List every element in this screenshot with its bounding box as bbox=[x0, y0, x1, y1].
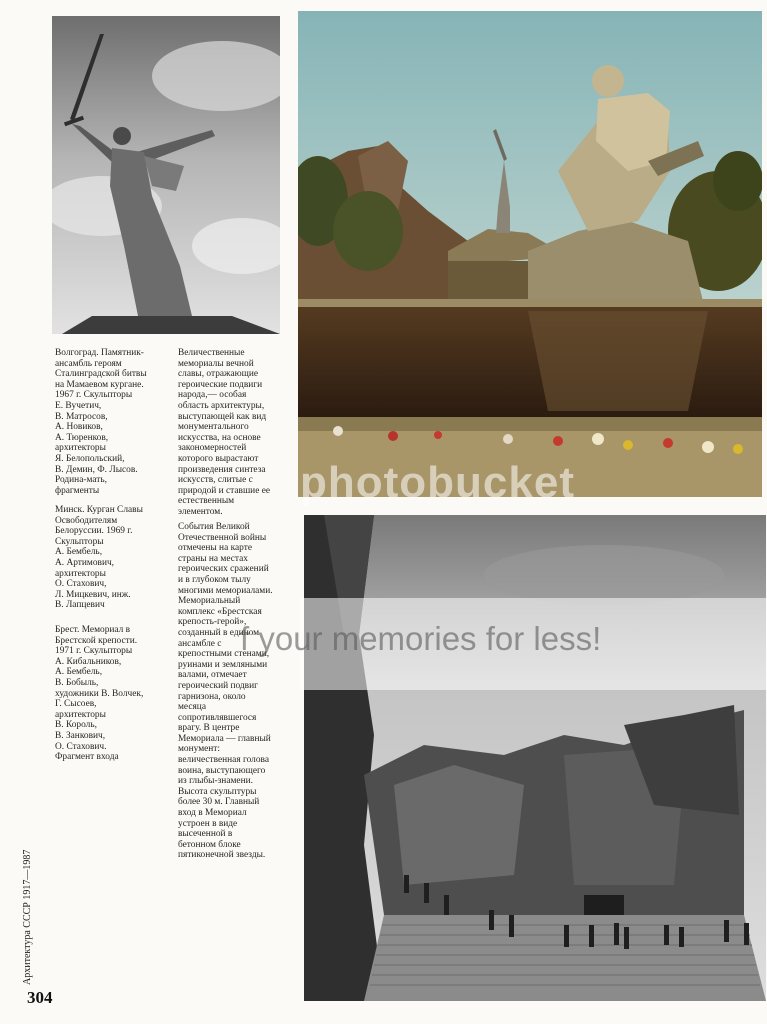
caption-brest: Брест. Мемориал в Брестской крепости. 1971 г. Скульпторы А. Кибальников, А. Бембель, В. Бобыль, художники В. Волчек, Г. Сысоев, архитекторы В. Король, В. Занкович, О. Стахович. Фрагмент входа bbox=[55, 625, 144, 763]
photo-brest-memorial bbox=[304, 515, 766, 1001]
caption-volgograd: Волгоград. Памятник- ансамбль героям Сталинградской битвы на Мамаевом кургане. 1967 г. Скульпторы Е. Вучетич, В. Матросов, А. Новиков, А. Тюренков, архитекторы Я. Белопольский, В. Демин, Ф. Лысов. Родина-мать, фрагменты bbox=[55, 348, 147, 496]
photo-motherland-statue bbox=[52, 16, 280, 334]
text-memorials-intro: Величественные мемориалы вечной славы, отражающие героические подвиги народа,— особая область архитектуры, выступающей как вид монументального искусства, на основе закономерностей которого вырастают произведения синтеза искусств, слитые с природой и ставшие ее естественным элементом. bbox=[178, 348, 271, 517]
caption-minsk: Минск. Курган Славы Освободителям Белоруссии. 1969 г. Скульпторы А. Бембель, А. Артимович, архитекторы О. Стахович, Л. Мицкевич, инж. В. Лапцевич bbox=[55, 505, 143, 611]
watermark-logo: photobucket bbox=[300, 458, 575, 507]
watermark-tagline: f your memories for less! bbox=[240, 620, 602, 657]
photo-volgograd-warrior bbox=[298, 11, 762, 497]
text-brest-memorial: События Великой Отечественной войны отмечены на карте страны на местах героических сражений и в глубоком тылу многими мемориалами. Мемориальный комплекс «Брестская крепость-герой», созданный в едином ансамбле с крепостными стенами, руинами и земляными валами, отмечает героический подвиг гарнизона, около месяца сопротивлявшегося врагу. В центре Мемориала — главный монумент: величественная голова воина, выступающего из глыбы-знамени. Высота скульптуры более 30 м. Главный вход в Мемориал устроен в виде высеченной в бетонном блоке пятиконечной звезды. bbox=[178, 522, 273, 861]
page-number: 304 bbox=[27, 988, 53, 1007]
spine-title: Архитектура СССР 1917—1987 bbox=[22, 849, 33, 985]
